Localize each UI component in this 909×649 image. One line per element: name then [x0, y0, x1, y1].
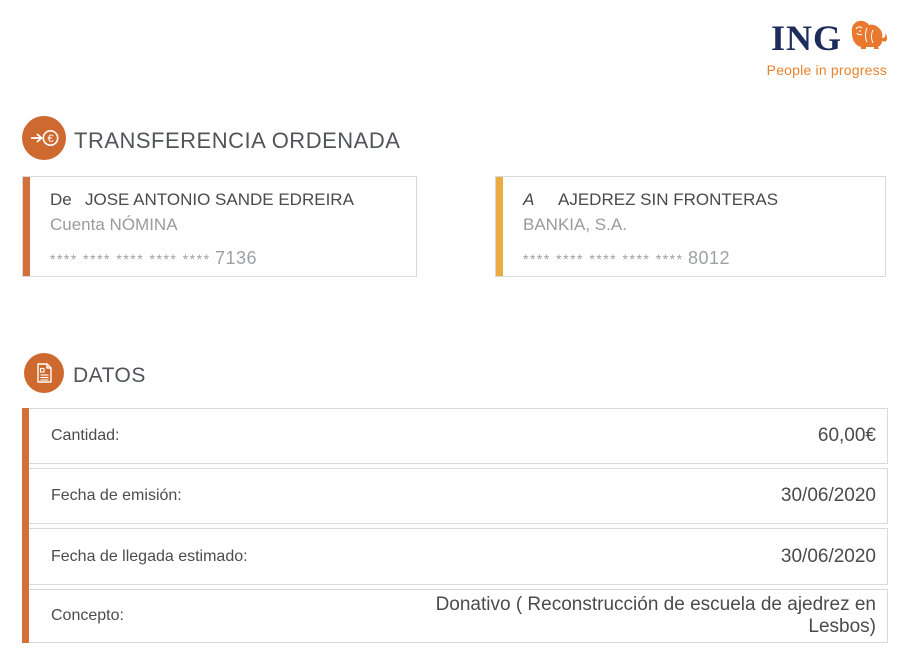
transfer-section-title: TRANSFERENCIA ORDENADA — [74, 127, 401, 153]
from-account-card — [22, 176, 417, 277]
to-label: A — [523, 190, 535, 209]
to-name: AJEDREZ SIN FRONTERAS — [558, 190, 779, 209]
row-label: Concepto: — [51, 607, 124, 624]
datos-section-header — [24, 353, 146, 398]
table-row-fecha-emision — [22, 468, 888, 524]
to-account-number: **** **** **** **** **** 8012 — [523, 248, 731, 268]
table-row-cantidad — [22, 408, 888, 464]
row-value: 30/06/2020 — [780, 485, 876, 506]
from-name: JOSE ANTONIO SANDE EDREIRA — [85, 190, 354, 209]
table-row-concepto — [22, 589, 888, 643]
from-account-number: **** **** **** **** **** 7136 — [50, 248, 258, 268]
datos-table — [22, 408, 888, 643]
from-label: De — [50, 190, 72, 209]
datos-left-accent-bar — [22, 408, 29, 643]
transfer-icon — [22, 116, 66, 165]
row-value: 60,00€ — [817, 425, 876, 446]
ing-tagline: People in progress — [766, 62, 887, 78]
ing-wordmark: ING — [770, 17, 842, 58]
ing-logo — [767, 18, 887, 78]
row-label: Fecha de llegada estimado: — [51, 547, 248, 565]
row-value: Donativo ( Reconstrucción de escuela de ajedrez en Lesbos) — [435, 594, 876, 637]
row-label: Fecha de emisión: — [51, 487, 182, 504]
to-account-card — [495, 176, 886, 277]
svg-text:€: € — [47, 133, 54, 145]
document-icon — [24, 353, 64, 398]
transfer-section-header — [22, 116, 400, 165]
row-label: Cantidad: — [51, 427, 120, 444]
table-row-fecha-llegada — [22, 528, 888, 585]
datos-section-title: DATOS — [73, 363, 146, 387]
to-bank-name: BANKIA, S.A. — [523, 215, 627, 234]
from-account-name: Cuenta NÓMINA — [50, 215, 178, 234]
row-value: 30/06/2020 — [780, 545, 876, 567]
ing-lion-icon — [849, 18, 887, 57]
